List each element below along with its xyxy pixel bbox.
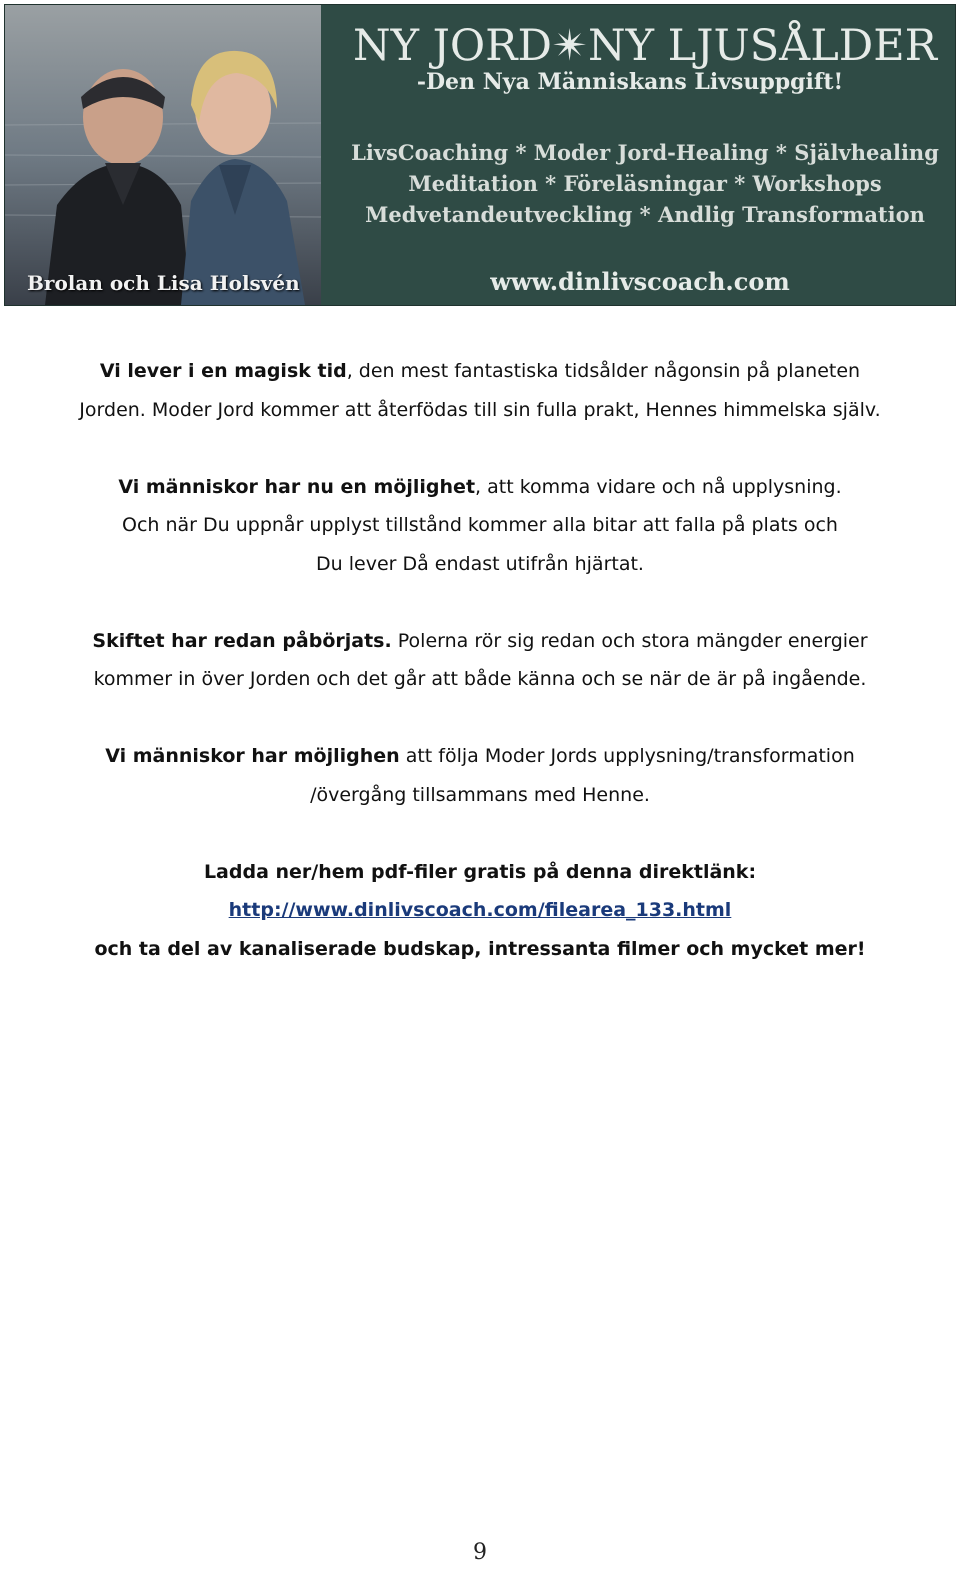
banner-url: www.dinlivscoach.com [490,267,790,296]
paragraph-2-line-3: Du lever Då endast utifrån hjärtat. [316,552,644,575]
paragraph-4 [30,737,930,814]
couple-photo-illustration [5,5,321,305]
download-link[interactable]: http://www.dinlivscoach.com/filearea_133.html [228,899,732,921]
download-link-row [30,891,930,930]
paragraph-2-line-1 [30,468,930,507]
banner-service-line: Meditation * Föreläsningar * Workshops [408,171,882,196]
paragraph-3 [30,622,930,699]
page-number: 9 [473,1540,487,1565]
paragraph-3-lead: Skiftet har redan påbörjats. [92,629,392,652]
paragraph-4-text: att följa Moder Jords upplysning/transformation [399,745,855,767]
paragraph-2-lead: Vi människor har nu en möjlighet [118,475,476,498]
header-banner [4,4,956,306]
paragraph-3-line-2: kommer in över Jorden och det går att både känna och se när de är på ingående. [93,668,867,690]
paragraph-5 [30,853,930,969]
paragraph-1-text: , den mest fantastiska tidsålder någonsin på planeten [346,360,861,382]
banner-subtitle: -Den Nya Människans Livsuppgift! [416,69,844,95]
paragraph-2 [30,468,930,584]
paragraph-4-line-2: /övergång tillsammans med Henne. [310,783,650,806]
paragraph-1-line-2: Jorden. Moder Jord kommer att återfödas till sin fulla prakt, Hennes himmelska själv. [79,398,881,421]
banner-services [345,137,945,230]
paragraph-1 [30,352,930,429]
paragraph-4-lead: Vi människor har möjlighen [105,745,400,767]
paragraph-3-line-1 [30,622,930,661]
banner-title: NY JORD✴NY LJUSÅLDER [352,21,938,71]
main-content [30,352,930,1007]
download-outro: och ta del av kanaliserade budskap, intressanta filmer och mycket mer! [94,937,866,960]
paragraph-1-line-1 [30,352,930,391]
download-intro: Ladda ner/hem pdf-filer gratis på denna direktlänk: [203,860,757,883]
paragraph-3-text: Polerna rör sig redan och stora mängder energier [391,629,868,652]
paragraph-2-line-2: Och när Du uppnår upplyst tillstånd kommer alla bitar att falla på plats och [122,514,838,536]
paragraph-1-lead: Vi lever i en magisk tid [99,360,347,382]
paragraph-4-line-1 [30,737,930,776]
banner-service-line: Medvetandeutveckling * Andlig Transformation [365,202,925,227]
photo-caption: Brolan och Lisa Holsvén [27,271,300,295]
paragraph-2-text: , att komma vidare och nå upplysning. [475,475,842,498]
banner-service-line: LivsCoaching * Moder Jord-Healing * Självhealing [351,140,939,165]
couple-photo [5,5,321,305]
